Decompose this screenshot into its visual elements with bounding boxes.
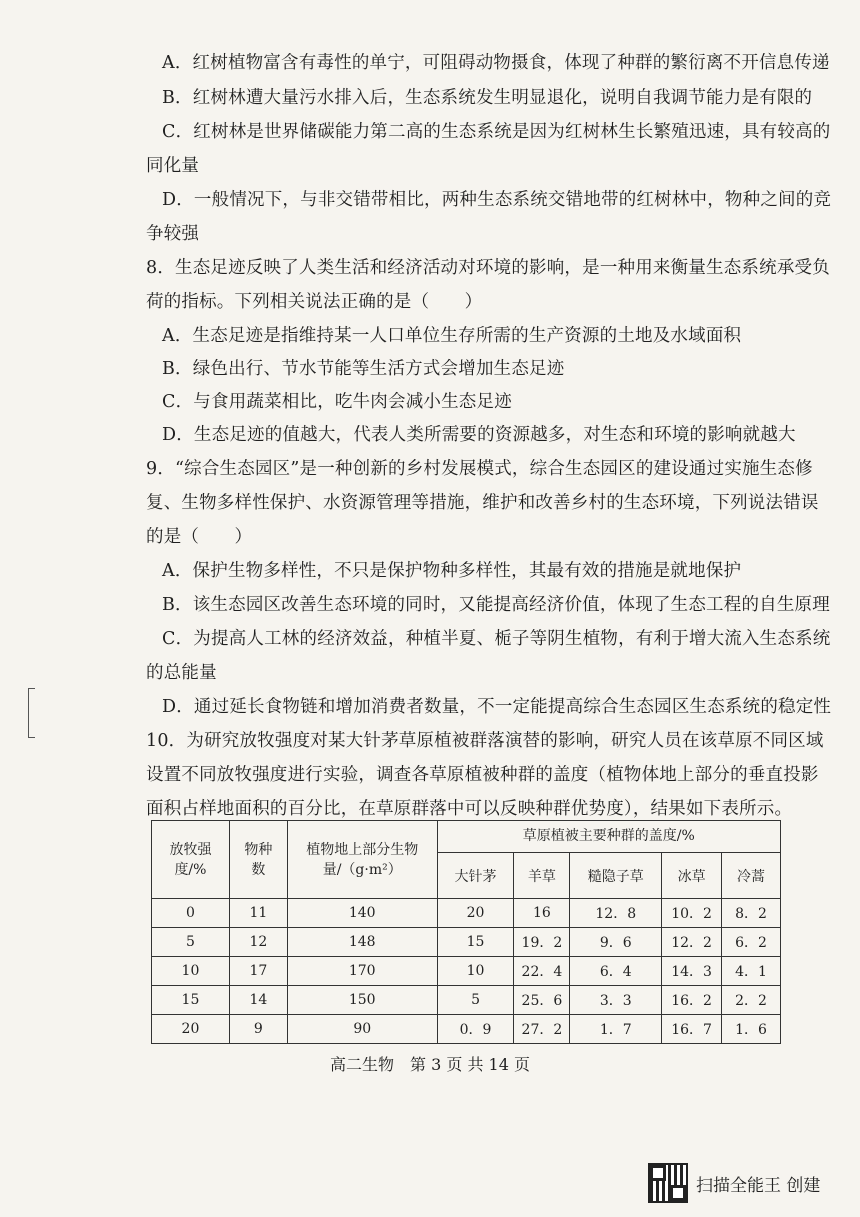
q9-option-a: A．保护生物多样性，不只是保护物种多样性，其最有效的措施是就地保护	[162, 561, 742, 581]
scanner-watermark	[648, 1163, 820, 1203]
table-cell: 22．4	[514, 957, 570, 986]
q9-option-c-cont: 的总能量	[146, 663, 217, 683]
q7-option-c: C．红树林是世界储碳能力第二高的生态系统是因为红树林生长繁殖迅速，具有较高的	[162, 122, 831, 142]
q10-stem-cont2: 面积占样地面积的百分比，在草原群落中可以反映种群优势度），结果如下表所示。	[146, 799, 793, 819]
table-cell: 16	[514, 899, 570, 928]
table-cell: 5	[152, 928, 230, 957]
table-cell: 20	[437, 899, 514, 928]
table-cell: 6．2	[722, 928, 781, 957]
subheader-leymus: 羊草	[514, 853, 570, 899]
table-cell: 170	[287, 957, 437, 986]
table-cell: 12	[229, 928, 287, 957]
q7-option-d: D．一般情况下，与非交错带相比，两种生态系统交错地带的红树林中，物种之间的竞	[162, 190, 832, 210]
table-cell: 27．2	[514, 1015, 570, 1044]
q9-option-d: D．通过延长食物链和增加消费者数量，不一定能提高综合生态园区生态系统的稳定性	[162, 697, 832, 717]
q8-option-b: B．绿色出行、节水节能等生活方式会增加生态足迹	[162, 359, 565, 379]
table-cell: 0	[152, 899, 230, 928]
q8-stem-cont: 荷的指标。下列相关说法正确的是（ ）	[146, 292, 483, 312]
table-cell: 6．4	[570, 957, 662, 986]
table-cell: 1．6	[722, 1015, 781, 1044]
table-cell: 9．6	[570, 928, 662, 957]
qr-code-icon	[648, 1163, 688, 1203]
table-cell: 0．9	[437, 1015, 514, 1044]
q9-option-c: C．为提高人工林的经济效益，种植半夏、栀子等阴生植物，有利于增大流入生态系统	[162, 629, 831, 649]
table-cell: 140	[287, 899, 437, 928]
q8-option-c: C．与食用蔬菜相比，吃牛肉会减小生态足迹	[162, 392, 512, 412]
q8-stem: 8．生态足迹反映了人类生活和经济活动对环境的影响，是一种用来衡量生态系统承受负	[146, 258, 830, 278]
table-row	[152, 928, 781, 957]
subheader-artemisia: 冷蒿	[722, 853, 781, 899]
subheader-cleistogenes: 糙隐子草	[570, 853, 662, 899]
margin-bracket-mark	[28, 688, 35, 738]
header-coverage-group: 草原植被主要种群的盖度/%	[437, 821, 780, 853]
grazing-data-table	[151, 820, 781, 1044]
table-cell: 10	[152, 957, 230, 986]
q10-stem-cont1: 设置不同放牧强度进行实验，调查各草原植被种群的盖度（植物体地上部分的垂直投影	[146, 765, 819, 785]
table-cell: 1．7	[570, 1015, 662, 1044]
table-cell: 4．1	[722, 957, 781, 986]
table-cell: 12．8	[570, 899, 662, 928]
table-row	[152, 1015, 781, 1044]
table-cell: 2．2	[722, 986, 781, 1015]
table-cell: 12．2	[662, 928, 722, 957]
page-footer: 高二生物 第 3 页 共 14 页	[330, 1055, 530, 1074]
table-cell: 15	[437, 928, 514, 957]
table-cell: 20	[152, 1015, 230, 1044]
table-cell: 5	[437, 986, 514, 1015]
table-cell: 19．2	[514, 928, 570, 957]
table-cell: 10．2	[662, 899, 722, 928]
q8-option-d: D．生态足迹的值越大，代表人类所需要的资源越多，对生态和环境的影响就越大	[162, 425, 796, 445]
q9-option-b: B．该生态园区改善生态环境的同时，又能提高经济价值，体现了生态工程的自生原理	[162, 595, 830, 615]
header-biomass: 植物地上部分生物量/（g·m²）	[287, 821, 437, 899]
table-row	[152, 899, 781, 928]
table-row	[152, 986, 781, 1015]
table-row	[152, 957, 781, 986]
table-cell: 25．6	[514, 986, 570, 1015]
table-cell: 15	[152, 986, 230, 1015]
table-cell: 3．3	[570, 986, 662, 1015]
q7-option-a: A．红树植物富含有毒性的单宁，可阻碍动物摄食，体现了种群的繁衍离不开信息传递	[162, 53, 830, 73]
q7-option-c-cont: 同化量	[146, 156, 200, 176]
table-cell: 9	[229, 1015, 287, 1044]
table-cell: 17	[229, 957, 287, 986]
table-cell: 16．2	[662, 986, 722, 1015]
table-cell: 148	[287, 928, 437, 957]
table-cell: 8．2	[722, 899, 781, 928]
header-species-count: 物种数	[229, 821, 287, 899]
table-cell: 11	[229, 899, 287, 928]
table-cell: 14	[229, 986, 287, 1015]
q9-stem-cont1: 复、生物多样性保护、水资源管理等措施，维护和改善乡村的生态环境，下列说法错误	[146, 493, 819, 513]
q9-stem-cont2: 的是（ ）	[146, 527, 253, 547]
table-cell: 16．7	[662, 1015, 722, 1044]
table-cell: 10	[437, 957, 514, 986]
table-cell: 14．3	[662, 957, 722, 986]
table-cell: 90	[287, 1015, 437, 1044]
subheader-agropyron: 冰草	[662, 853, 722, 899]
q7-option-d-cont: 争较强	[146, 224, 200, 244]
q9-stem: 9．“综合生态园区”是一种创新的乡村发展模式，综合生态园区的建设通过实施生态修	[146, 459, 813, 479]
q8-option-a: A．生态足迹是指维持某一人口单位生存所需的生产资源的土地及水域面积	[162, 326, 742, 346]
table-cell: 150	[287, 986, 437, 1015]
q10-stem: 10．为研究放牧强度对某大针茅草原植被群落演替的影响，研究人员在该草原不同区域	[146, 731, 824, 751]
q7-option-b: B．红树林遭大量污水排入后，生态系统发生明显退化，说明自我调节能力是有限的	[162, 88, 813, 108]
header-grazing-intensity: 放牧强度/%	[152, 821, 230, 899]
watermark-text: 扫描全能王 创建	[696, 1175, 821, 1196]
subheader-stipa: 大针茅	[437, 853, 514, 899]
